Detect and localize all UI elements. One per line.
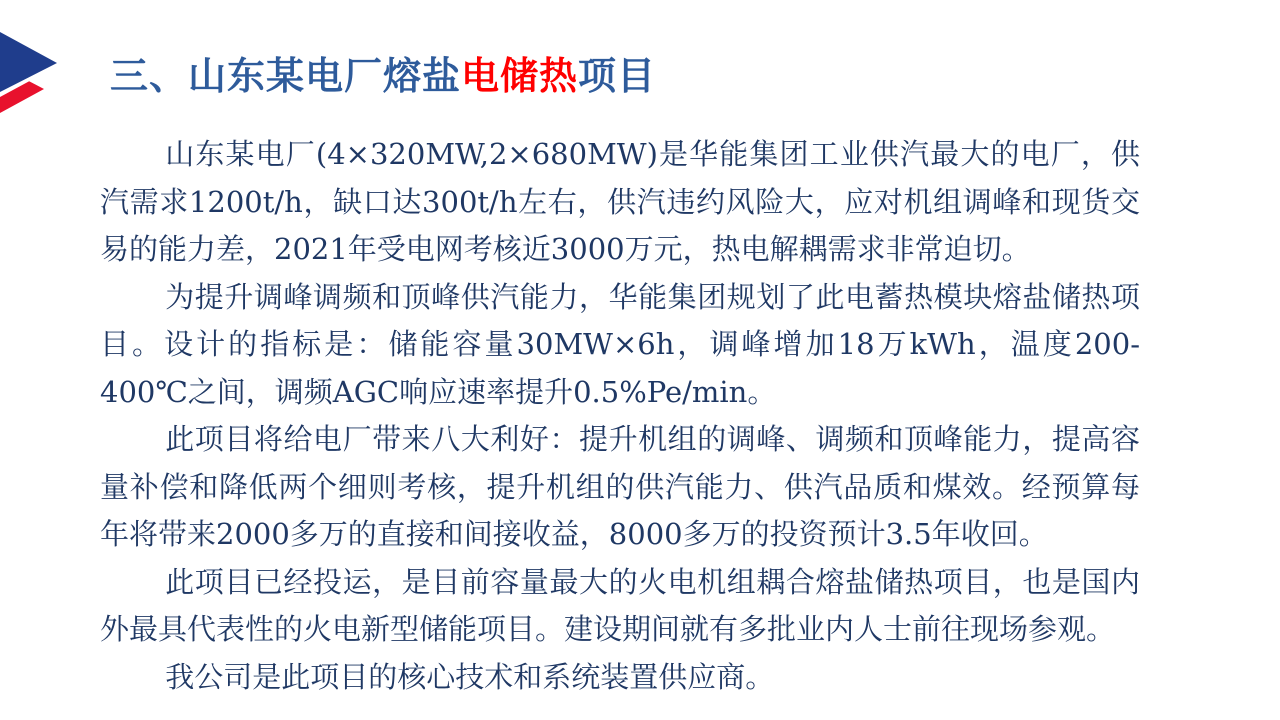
- corner-triangles-icon: [0, 0, 70, 120]
- slide-title-suffix: 项目: [578, 53, 657, 98]
- slide-title: [110, 52, 656, 100]
- slide-title-highlight: 电储热: [461, 53, 579, 98]
- slide-title-prefix: 三、山东某电厂熔盐: [110, 53, 462, 98]
- body-paragraph-4: 此项目已经投运，是目前容量最大的火电机组耦合熔盐储热项目，也是国内外最具代表性的火电新型储能项目。建设期间就有多批业内人士前往现场参观。: [100, 564, 1140, 646]
- body-paragraph-2: 为提升调峰调频和顶峰供汽能力，华能集团规划了此电蓄热模块熔盐储热项目。设计的指标是：储能容量30MW×6h，调峰增加18万kWh，温度200-400℃之间，调频AGC响应速率提升0.5%Pe/min。: [100, 279, 1140, 409]
- body-paragraph-3: 此项目将给电厂带来八大利好：提升机组的调峰、调频和顶峰能力，提高容量补偿和降低两个细则考核，提升机组的供汽能力、供汽品质和煤效。经预算每年将带来2000多万的直接和间接收益，8000多万的投资预计3.5年收回。: [100, 422, 1140, 551]
- body-paragraph-1: 山东某电厂(4×320MW,2×680MW)是华能集团工业供汽最大的电厂，供汽需求1200t/h，缺口达300t/h左右，供汽违约风险大，应对机组调峰和现货交易的能力差，2021年受电网考核近3000万元，热电解耦需求非常迫切。: [100, 137, 1140, 266]
- slide-body: [100, 131, 1140, 701]
- body-paragraph-5: 我公司是此项目的核心技术和系统装置供应商。: [165, 659, 775, 694]
- corner-decoration: [0, 0, 70, 120]
